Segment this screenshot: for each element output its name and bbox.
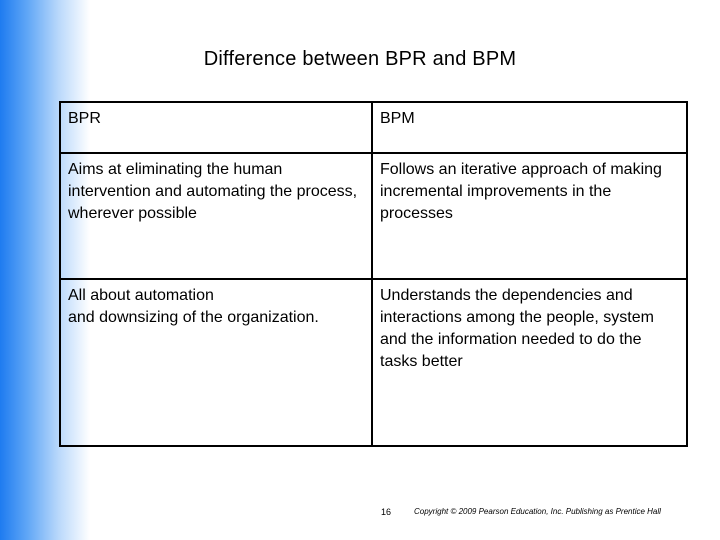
copyright-notice: Copyright © 2009 Pearson Education, Inc. Publishing as Prentice Hall [414, 507, 661, 516]
bpr-cell-2: All about automation and downsizing of the organization. [60, 279, 372, 446]
slide-title: Difference between BPR and BPM [203, 48, 517, 70]
table-row [60, 153, 687, 279]
page-number: 16 [381, 507, 392, 517]
bpm-cell-2: Understands the dependencies and interactions among the people, system and the information needed to do the tasks better [372, 279, 687, 446]
bpr-cell-1: Aims at eliminating the human intervention and automating the process, wherever possible [60, 153, 372, 279]
table-header-row [60, 102, 687, 153]
header-bpm: BPM [372, 102, 687, 153]
header-bpr: BPR [60, 102, 372, 153]
bpm-cell-1: Follows an iterative approach of making incremental improvements in the processes [372, 153, 687, 279]
comparison-table [59, 101, 688, 447]
table-row [60, 279, 687, 446]
